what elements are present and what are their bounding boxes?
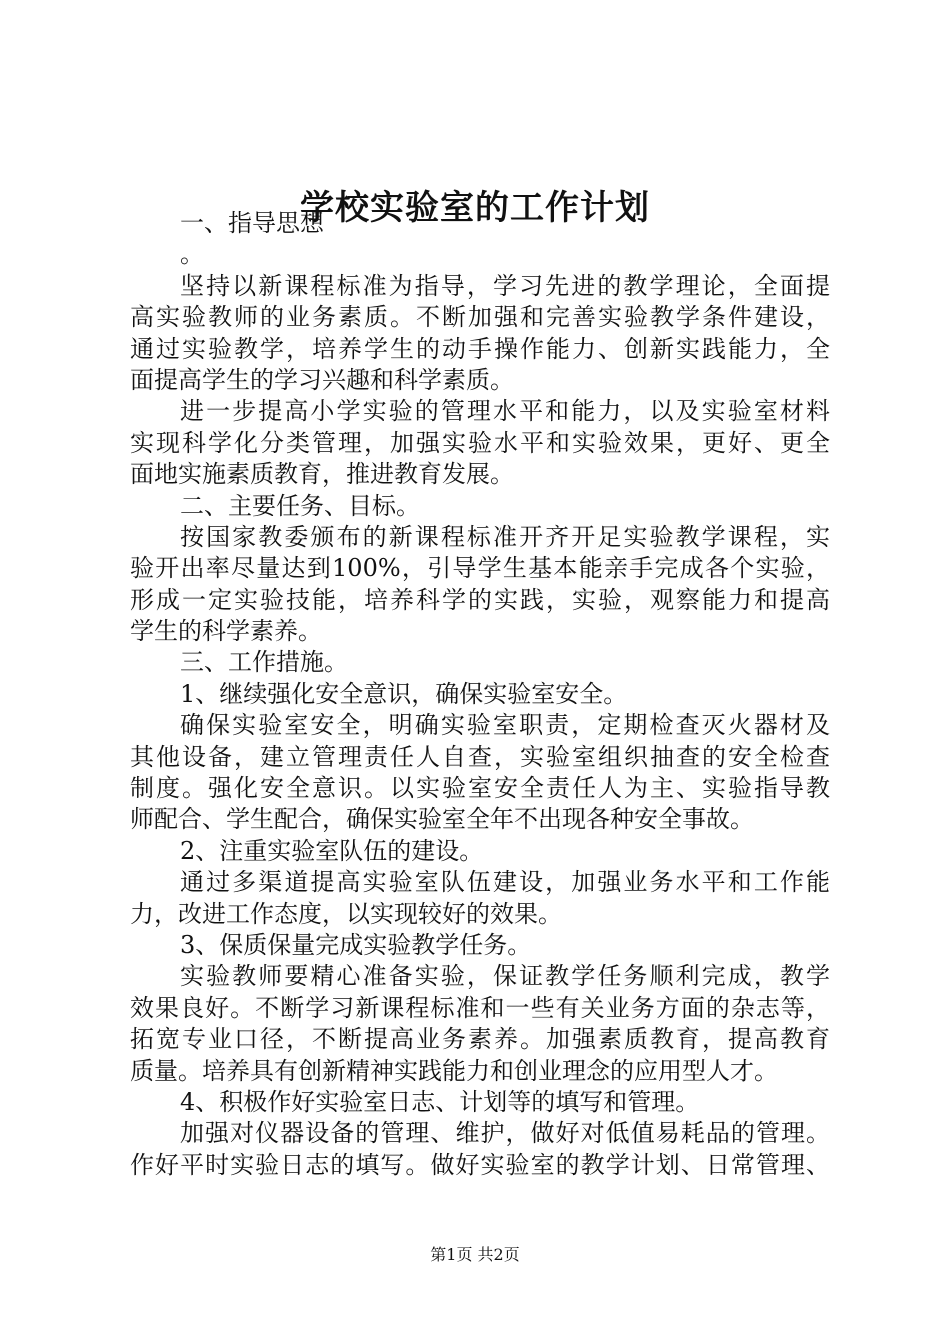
text-line: 学生的科学素养。 bbox=[130, 617, 322, 646]
text-line: 师配合、学生配合，确保实验室全年不出现各种安全事故。 bbox=[130, 805, 754, 834]
text-line: 加强对仪器设备的管理、维护，做好对低值易耗品的管理。 bbox=[180, 1119, 830, 1148]
text-line: 实现科学化分类管理，加强实验水平和实验效果，更好、更全 bbox=[130, 428, 830, 457]
text-line: 一、指导思想 bbox=[180, 209, 324, 237]
document-body bbox=[130, 208, 830, 1181]
text-line: 验开出率尽量达到100%，引导学生基本能亲手完成各个实验， bbox=[130, 554, 830, 583]
text-line: 按国家教委颁布的新课程标准开齐开足实验教学课程，实 bbox=[180, 522, 830, 551]
text-line: 三、工作措施。 bbox=[180, 648, 348, 677]
text-line: 效果良好。不断学习新课程标准和一些有关业务方面的杂志等， bbox=[130, 993, 830, 1022]
text-line: 1、继续强化安全意识，确保实验室安全。 bbox=[180, 679, 628, 708]
text-line: 。 bbox=[180, 240, 204, 269]
text-line: 坚持以新课程标准为指导，学习先进的教学理论，全面提 bbox=[180, 271, 830, 300]
document-title: 学校实验室的工作计划 bbox=[300, 188, 650, 228]
text-line: 进一步提高小学实验的管理水平和能力，以及实验室材料 bbox=[180, 397, 830, 426]
text-line: 通过实验教学，培养学生的动手操作能力、创新实践能力，全 bbox=[130, 334, 830, 363]
text-line: 质量。培养具有创新精神实践能力和创业理念的应用型人才。 bbox=[130, 1056, 778, 1085]
text-line: 通过多渠道提高实验室队伍建设，加强业务水平和工作能 bbox=[180, 868, 830, 897]
text-line: 实验教师要精心准备实验，保证教学任务顺利完成，教学 bbox=[180, 962, 830, 991]
text-line: 面地实施素质教育，推进教育发展。 bbox=[130, 460, 514, 489]
text-line: 二、主要任务、目标。 bbox=[180, 491, 420, 520]
text-line: 面提高学生的学习兴趣和科学素质。 bbox=[130, 365, 514, 394]
text-line: 高实验教师的业务素质。不断加强和完善实验教学条件建设， bbox=[130, 303, 830, 332]
page-footer: 第1页 共2页 bbox=[430, 1245, 520, 1264]
text-line: 2、注重实验室队伍的建设。 bbox=[180, 836, 484, 865]
text-line: 3、保质保量完成实验教学任务。 bbox=[180, 930, 532, 959]
text-line: 制度。强化安全意识。以实验室安全责任人为主、实验指导教 bbox=[130, 774, 830, 803]
text-line: 作好平时实验日志的填写。做好实验室的教学计划、日常管理、 bbox=[130, 1150, 830, 1179]
text-line: 力，改进工作态度，以实现较好的效果。 bbox=[130, 899, 562, 928]
text-line: 其他设备，建立管理责任人自查，实验室组织抽查的安全检查 bbox=[130, 742, 830, 771]
text-line: 拓宽专业口径，不断提高业务素养。加强素质教育，提高教育 bbox=[130, 1025, 830, 1054]
text-line: 形成一定实验技能，培养科学的实践，实验，观察能力和提高 bbox=[130, 585, 830, 614]
text-line: 确保实验室安全，明确实验室职责，定期检查灭火器材及 bbox=[180, 711, 830, 740]
text-line: 4、积极作好实验室日志、计划等的填写和管理。 bbox=[180, 1087, 700, 1116]
